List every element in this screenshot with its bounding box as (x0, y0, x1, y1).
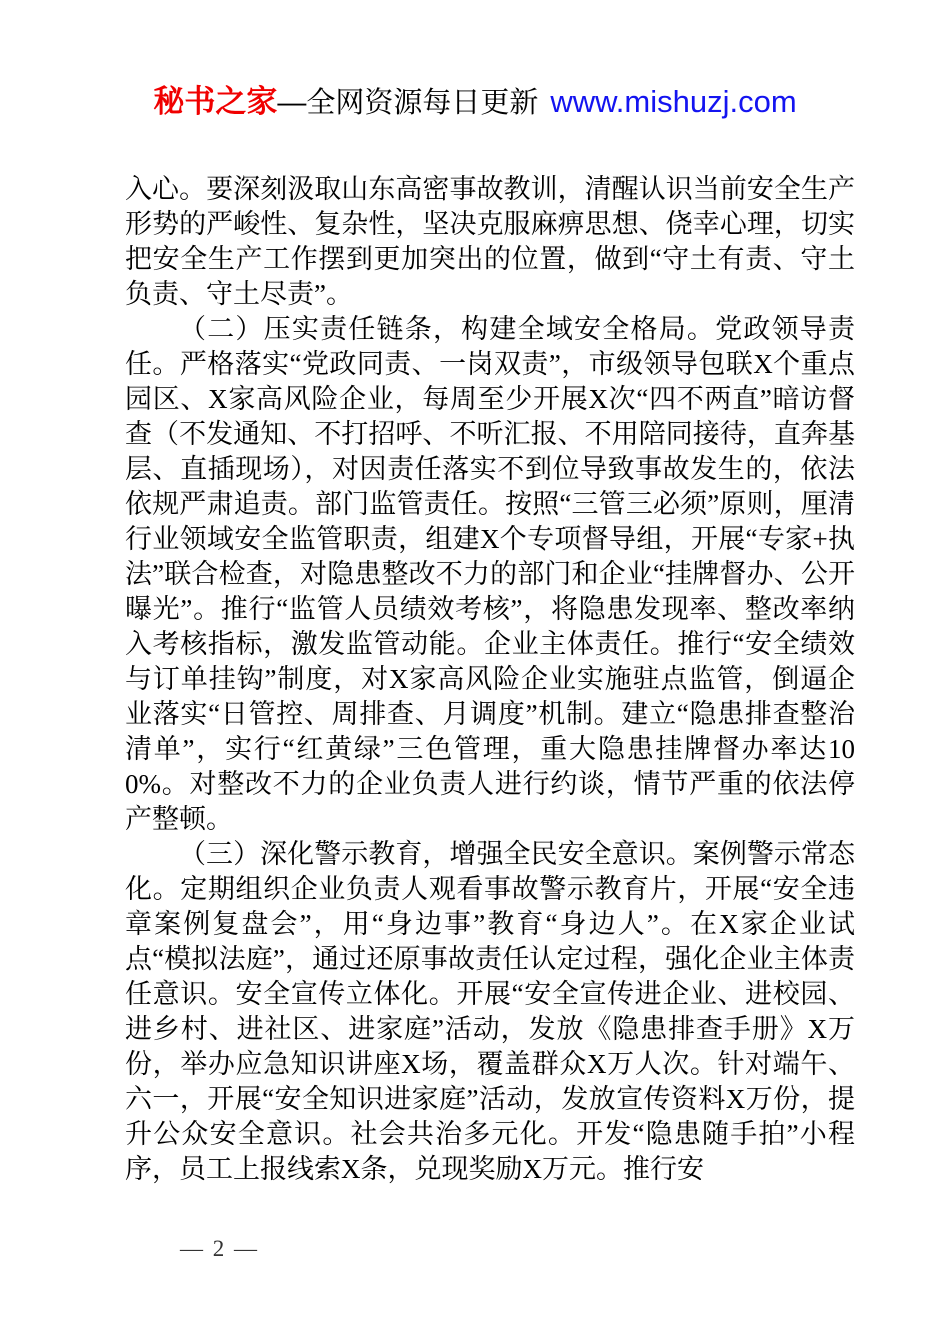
paragraph-continuation: 入心。要深刻汲取山东高密事故教训，清醒认识当前安全生产形势的严峻性、复杂性，坚决克服麻痹思想、侥幸心理，切实把安全生产工作摆到更加突出的位置，做到“守土有责、守土负责、守土尽责”。 (125, 174, 855, 309)
site-header (0, 76, 950, 121)
document-body (125, 172, 855, 1187)
header-tagline: —全网资源每日更新 (277, 87, 539, 119)
header-url-link[interactable]: www.mishuzj.com (550, 84, 797, 119)
paragraph-section-three: （三）深化警示教育，增强全民安全意识。案例警示常态化。定期组织企业负责人观看事故警示教育片，开展“安全违章案例复盘会”，用“身边事”教育“身边人”。在X家企业试点“模拟法庭”，通过还原事故责任认定过程，强化企业主体责任意识。安全宣传立体化。开展“安全宣传进企业、进校园、进乡村、进社区、进家庭”活动，发放《隐患排查手册》X万份，举办应急知识讲座X场，覆盖群众X万人次。针对端午、六一，开展“安全知识进家庭”活动，发放宣传资料X万份，提升公众安全意识。社会共治多元化。开发“隐患随手拍”小程序，员工上报线索X条，兑现奖励X万元。推行安 (125, 839, 855, 1184)
page-number: — 2 — (180, 1236, 259, 1261)
paragraph-section-two: （二）压实责任链条，构建全域安全格局。党政领导责任。严格落实“党政同责、一岗双责”，市级领导包联X个重点园区、X家高风险企业，每周至少开展X次“四不两直”暗访督查（不发通知、不打招呼、不听汇报、不用陪同接待，直奔基层、直插现场），对因责任落实不到位导致事故发生的，依法依规严肃追责。部门监管责任。按照“三管三必须”原则，厘清行业领域安全监管职责，组建X个专项督导组，开展“专家+执法”联合检查，对隐患整改不力的部门和企业“挂牌督办、公开曝光”。推行“监管人员绩效考核”，将隐患发现率、整改率纳入考核指标，激发监管动能。企业主体责任。推行“安全绩效与订单挂钩”制度，对X家高风险企业实施驻点监管，倒逼企业落实“日管控、周排查、月调度”机制。建立“隐患排查整治清单”，实行“红黄绿”三色管理，重大隐患挂牌督办率达100%。对整改不力的企业负责人进行约谈，情节严重的依法停产整顿。 (125, 314, 855, 834)
brand-logo-text: 秘书之家 (153, 84, 278, 119)
